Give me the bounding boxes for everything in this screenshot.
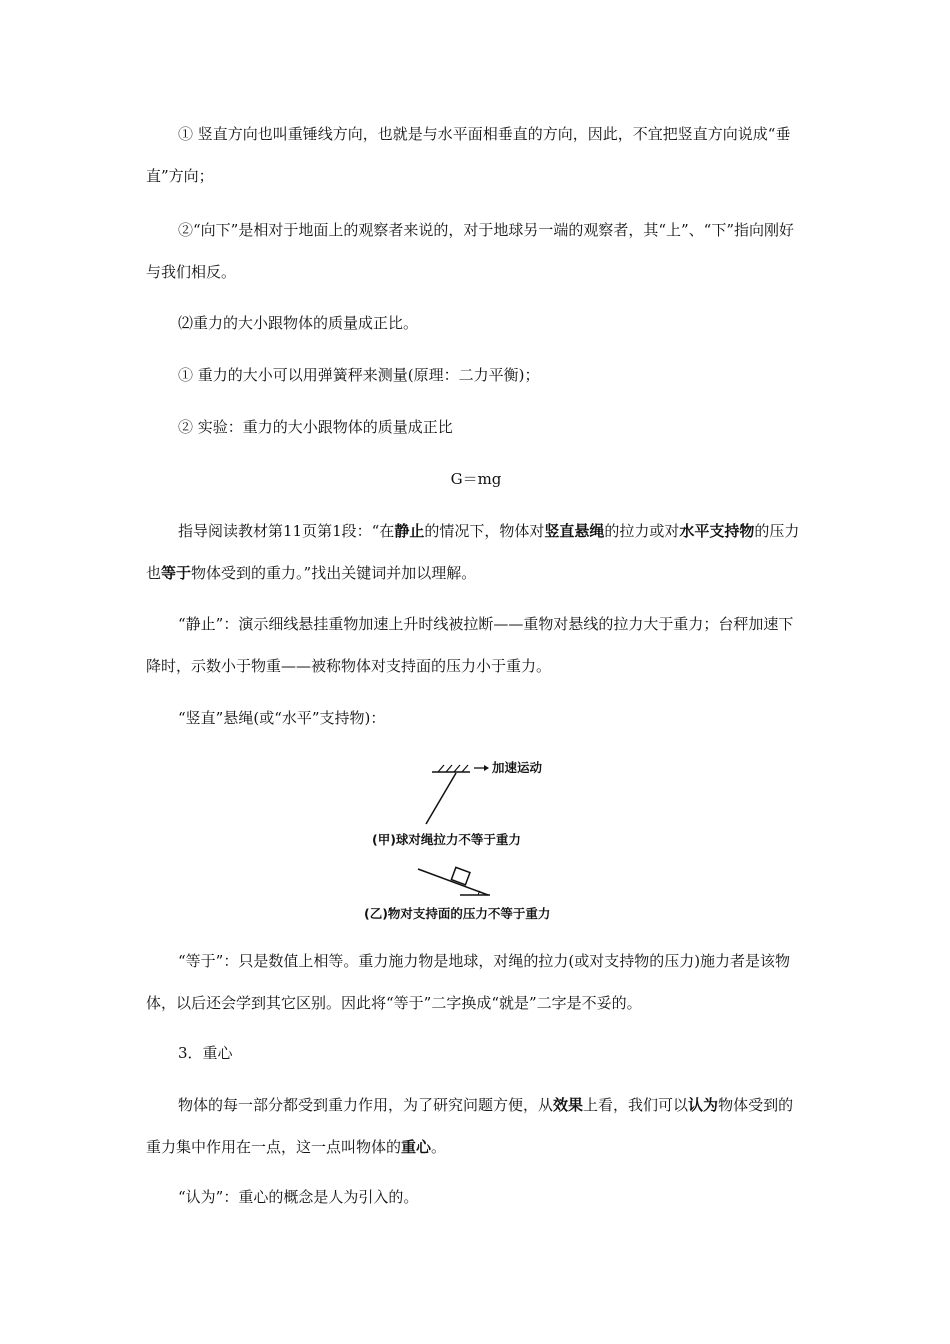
- paragraph-textbook-reading: [146, 510, 806, 594]
- formula: G＝mg: [450, 470, 502, 488]
- arrow-head-icon: [484, 765, 489, 771]
- keyword-effect: 效果: [553, 1096, 584, 1114]
- text-run: 。: [431, 1138, 447, 1156]
- caption-figure-b: (乙)物对支持面的压力不等于重力: [364, 906, 551, 921]
- hatch-mark: [438, 765, 444, 772]
- diagram-svg: [360, 752, 600, 930]
- caption-figure-a: (甲)球对绳拉力不等于重力: [372, 832, 521, 847]
- text-run: 上看，我们可以: [583, 1096, 689, 1114]
- incline-line: [418, 869, 488, 895]
- keyword-vertical-rope: 竖直悬绳: [544, 522, 605, 540]
- hatch-mark: [462, 765, 468, 772]
- section-heading-center-of-gravity: 3．重心: [178, 1044, 233, 1062]
- paragraph-static-explanation: “静止”：演示细线悬挂重物加速上升时线被拉断——重物对悬线的拉力大于重力；台秤加速下降时，示数小于物重——被称物体对支持面的压力小于重力。: [146, 615, 794, 675]
- paragraph-experiment: ② 实验：重力的大小跟物体的质量成正比: [178, 418, 453, 436]
- keyword-equal: 等于: [161, 564, 192, 582]
- physics-diagram: [360, 752, 600, 930]
- paragraph-center-of-gravity: [146, 1084, 806, 1168]
- label-accelerating-motion: 加速运动: [492, 760, 543, 775]
- rope-line: [426, 773, 456, 824]
- paragraph-downward: ②“向下”是相对于地面上的观察者来说的，对于地球另一端的观察者，其“上”、“下”指向刚好与我们相反。: [146, 221, 795, 281]
- text-run: 的拉力或对: [604, 522, 680, 540]
- text-run: 物体受到的重力集中作用在一点，这一点叫物体的: [146, 1096, 794, 1156]
- paragraph-vertical-rope: “竖直”悬绳(或“水平”支持物)：: [178, 709, 386, 727]
- text-run: 物体的每一部分都受到重力作用，为了研究问题方便，从: [178, 1096, 554, 1114]
- text-run: 指导阅读教材第11页第1段：“在: [178, 522, 395, 540]
- keyword-center-of-gravity: 重心: [401, 1138, 432, 1156]
- keyword-horizontal-support: 水平支持物: [679, 522, 755, 540]
- keyword-static: 静止: [394, 522, 425, 540]
- text-run: 物体受到的重力。”找出关键词并加以理解。: [191, 564, 477, 582]
- hatch-mark: [446, 765, 452, 772]
- paragraph-spring-scale: ① 重力的大小可以用弹簧秤来测量(原理：二力平衡)；: [178, 366, 540, 384]
- text-run: 的压力也: [146, 522, 800, 582]
- paragraph-consider-explanation: “认为”：重心的概念是人为引入的。: [178, 1188, 419, 1206]
- paragraph-vertical-direction: ① 竖直方向也叫重锤线方向，也就是与水平面相垂直的方向，因此，不宜把竖直方向说成“垂直”方向；: [146, 125, 791, 185]
- keyword-consider: 认为: [688, 1096, 719, 1114]
- text-run: 的情况下，物体对: [424, 522, 545, 540]
- paragraph-gravity-magnitude: ⑵重力的大小跟物体的质量成正比。: [178, 314, 419, 332]
- hatch-mark: [454, 765, 460, 772]
- paragraph-equal-explanation: “等于”：只是数值上相等。重力施力物是地球，对绳的拉力(或对支持物的压力)施力者是该物体，以后还会学到其它区别。因此将“等于”二字换成“就是”二字是不妥的。: [146, 952, 791, 1012]
